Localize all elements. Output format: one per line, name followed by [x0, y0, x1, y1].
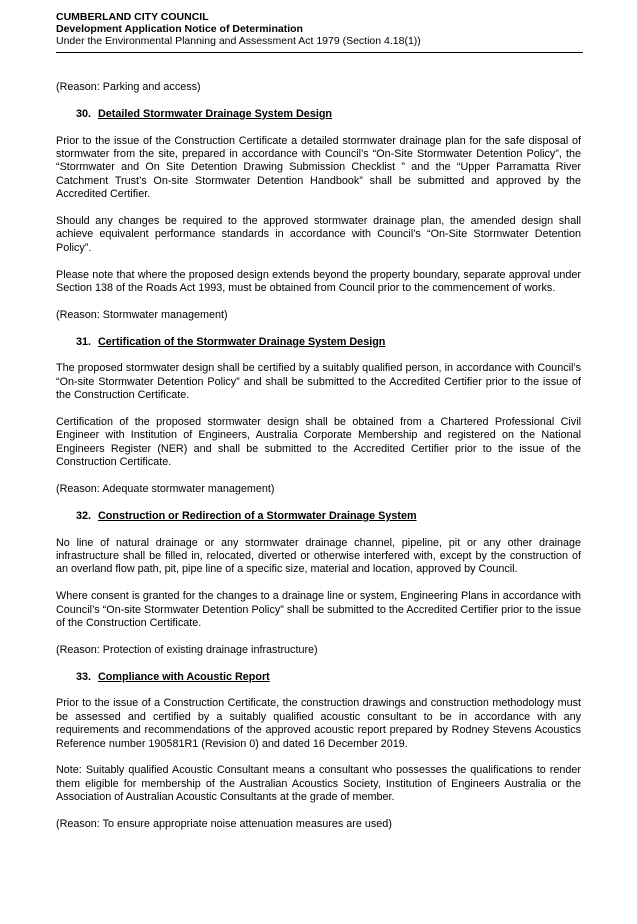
prior-reason: (Reason: Parking and access): [56, 81, 201, 93]
paragraph: Please note that where the proposed design extends beyond the property boundary, separate approval under Section 138 of the Roads Act 1993, must be obtained from Council prior to the commencement of works.: [56, 268, 581, 295]
paragraph: Should any changes be required to the approved stormwater drainage plan, the amended design shall achieve equivalent performance standards in accordance with Council’s “On-Site Stormwater Detention Policy”.: [56, 215, 581, 254]
paragraph: Certification of the proposed stormwater design shall be obtained from a Chartered Professional Civil Engineer with Institution of Engineers, Australia Corporate Membership and registered on the National Engineers Register (NER) and shall be submitted to the Accredited Certifier prior to the issue of the Construction Certificate.: [56, 416, 581, 469]
condition-number: 33.: [76, 670, 92, 683]
paragraph: The proposed stormwater design shall be certified by a suitably qualified person, in accordance with Council’s “On-site Stormwater Detention Policy” and shall be submitted to the Accredited Certifier prior to the issue of the Construction Certificate.: [56, 362, 581, 402]
act-reference: Under the Environmental Planning and Assessment Act 1979 (Section 4.18(1)): [56, 35, 421, 47]
condition-title: Detailed Stormwater Drainage System Design: [98, 107, 333, 120]
condition-title: Construction or Redirection of a Stormwater Drainage System: [98, 509, 417, 522]
condition-title: Certification of the Stormwater Drainage System Design: [98, 335, 386, 348]
condition-30-heading: [56, 108, 581, 121]
paragraph: Prior to the issue of a Construction Certificate, the construction drawings and construction methodology must be assessed and certified by a suitably qualified acoustic consultant to be in accordance with any requirements and recommendations of the approved acoustic report prepared by Rodney Stevens Acoustics Reference number 190581R1 (Revision 0) and dated 16 December 2019.: [56, 697, 581, 750]
condition-number: 31.: [76, 335, 92, 348]
condition-32-heading: [56, 510, 581, 523]
paragraph: Where consent is granted for the changes to a drainage line or system, Engineering Plans in accordance with Council’s “On-site Stormwater Detention Policy” shall be submitted to the Accredited Certifier prior to the issue of the Construction Certificate.: [56, 590, 581, 630]
council-name: CUMBERLAND CITY COUNCIL: [56, 11, 209, 23]
paragraph: Prior to the issue of the Construction Certificate a detailed stormwater drainage plan for the safe disposal of stormwater from the site, prepared in accordance with Council’s “On-Site Stormwater Detention Policy”, the “Stormwater and On Site Detention Drawing Submission Checklist ” and the “Upper Parramatta River Catchment Trust’s On-site Stormwater Detention Handbook” shall be submitted and approved by the Accredited Certifier.: [56, 134, 581, 201]
paragraph: No line of natural drainage or any stormwater drainage channel, pipeline, pit or any other drainage infrastructure shall be filled in, relocated, diverted or otherwise interfered with, except by the construction of an overland flow path, pit, pipe line of a specific size, material and location, approved by Council.: [56, 536, 581, 576]
condition-31-heading: [56, 336, 581, 349]
condition-33-heading: [56, 671, 581, 684]
condition-reason: (Reason: Stormwater management): [56, 308, 228, 321]
header-divider: [56, 52, 583, 53]
condition-number: 30.: [76, 107, 92, 120]
notice-title: Development Application Notice of Determination: [56, 23, 303, 35]
paragraph: Note: Suitably qualified Acoustic Consultant means a consultant who possesses the qualifications to render them eligible for membership of the Australian Acoustics Society, Institution of Engineers Australia or the Association of Australian Acoustic Consultants at the grade of member.: [56, 764, 581, 804]
condition-reason: (Reason: To ensure appropriate noise attenuation measures are used): [56, 818, 392, 831]
condition-number: 32.: [76, 509, 92, 522]
condition-reason: (Reason: Adequate stormwater management): [56, 483, 275, 496]
document-body: [56, 81, 581, 845]
condition-reason: (Reason: Protection of existing drainage infrastructure): [56, 643, 318, 656]
document-header: [56, 11, 582, 48]
condition-title: Compliance with Acoustic Report: [98, 670, 270, 683]
